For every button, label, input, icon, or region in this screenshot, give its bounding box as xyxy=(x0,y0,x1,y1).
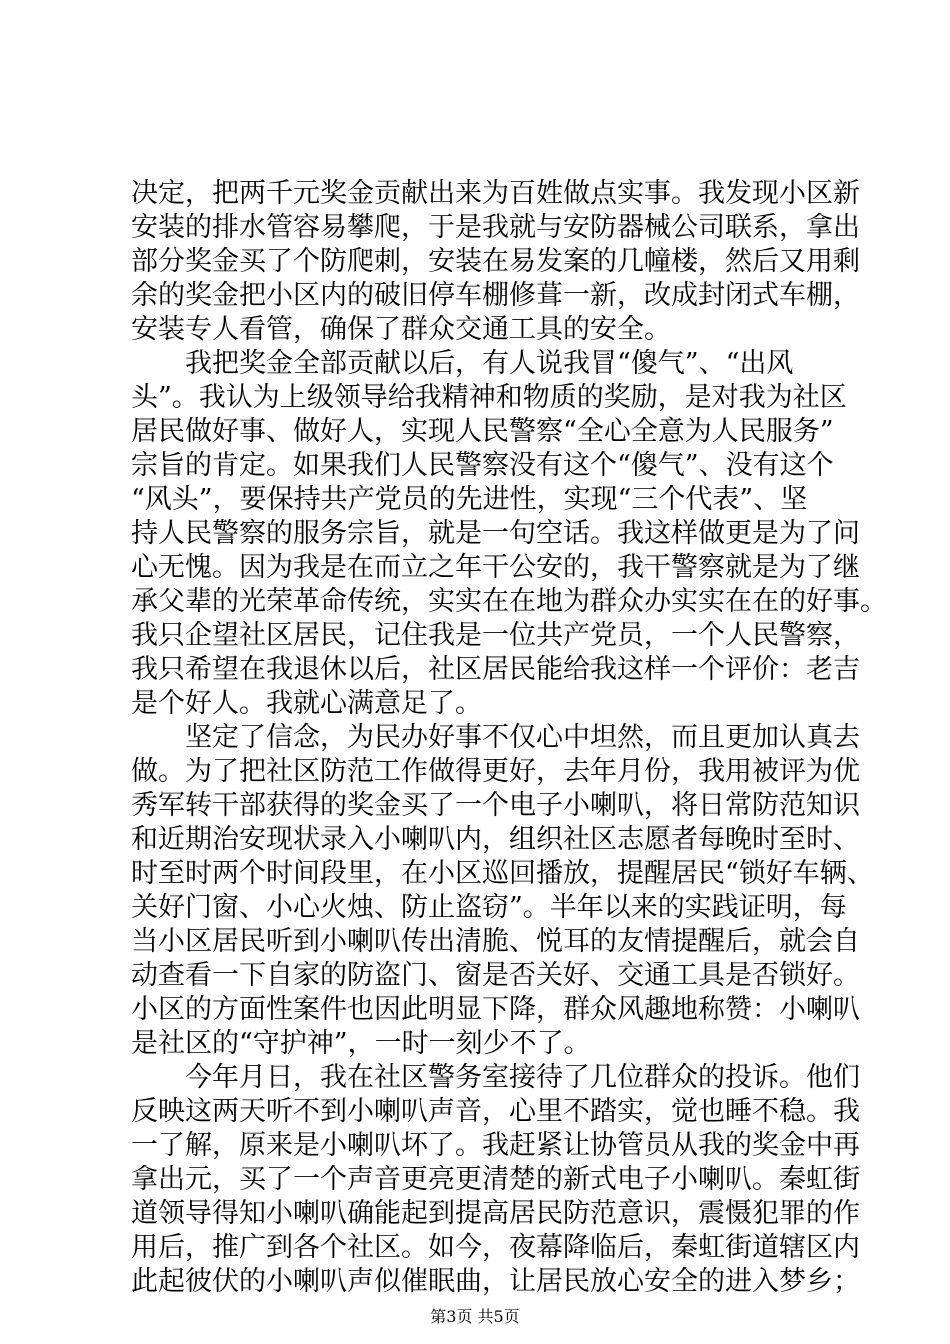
line-text: 用后，推广到各个社区。如今，夜幕降临后，秦虹街道辖区内 xyxy=(131,1232,860,1263)
line-text: 动查看一下自家的防盗门、窗是否关好、交通工具是否锁好。 xyxy=(131,960,860,991)
text-line xyxy=(0,924,950,960)
line-text: 和近期治安现状录入小喇叭内，组织社区志愿者每晚时至时、 xyxy=(131,824,860,855)
text-line xyxy=(0,1060,950,1096)
text-line xyxy=(0,584,950,620)
line-text: 我把奖金全部贡献以后，有人说我冒“傻气”、“出风 xyxy=(185,348,794,379)
text-line xyxy=(0,652,950,688)
text-line xyxy=(0,278,950,314)
line-text: 反映这两天听不到小喇叭声音，心里不踏实，觉也睡不稳。我 xyxy=(131,1096,860,1127)
text-line xyxy=(0,856,950,892)
line-text: 部分奖金买了个防爬刺，安装在易发案的几幢楼，然后又用剩 xyxy=(131,246,860,277)
page-number: 第3页 共5页 xyxy=(430,1307,520,1326)
text-line xyxy=(0,550,950,586)
text-line xyxy=(0,1264,950,1300)
text-line xyxy=(0,482,950,518)
text-line xyxy=(0,1128,950,1164)
page-footer xyxy=(0,1306,950,1328)
line-text: 今年月日，我在社区警务室接待了几位群众的投诉。他们 xyxy=(185,1062,860,1093)
text-line xyxy=(0,720,950,756)
line-text: 坚定了信念，为民办好事不仅心中坦然，而且更加认真去 xyxy=(185,722,860,753)
line-text: 道领导得知小喇叭确能起到提高居民防范意识，震慑犯罪的作 xyxy=(131,1198,860,1229)
line-text: 当小区居民听到小喇叭传出清脆、悦耳的友情提醒后，就会自 xyxy=(131,926,860,957)
text-line xyxy=(0,618,950,654)
text-line xyxy=(0,414,950,450)
line-text: 宗旨的肯定。如果我们人民警察没有这个“傻气”、没有这个 xyxy=(131,450,834,481)
text-line xyxy=(0,380,950,416)
line-text: 余的奖金把小区内的破旧停车棚修葺一新，改成封闭式车棚， xyxy=(131,280,860,311)
text-line xyxy=(0,1230,950,1266)
line-text: 一了解，原来是小喇叭坏了。我赶紧让协管员从我的奖金中再 xyxy=(131,1130,860,1161)
line-text: 小区的方面性案件也因此明显下降，群众风趣地称赞：小喇叭 xyxy=(131,994,860,1025)
text-line xyxy=(0,754,950,790)
line-text: 关好门窗、小心火烛、防止盗窃”。半年以来的实践证明，每 xyxy=(131,892,847,923)
line-text: 心无愧。因为我是在而立之年干公安的，我干警察就是为了继 xyxy=(131,552,860,583)
text-line xyxy=(0,890,950,926)
text-line xyxy=(0,516,950,552)
line-text: 时至时两个时间段里，在小区巡回播放，提醒居民“锁好车辆、 xyxy=(131,858,874,889)
line-text: 持人民警察的服务宗旨，就是一句空话。我这样做更是为了问 xyxy=(131,518,860,549)
text-line xyxy=(0,1094,950,1130)
text-line xyxy=(0,210,950,246)
text-line xyxy=(0,822,950,858)
line-text: 拿出元，买了一个声音更亮更清楚的新式电子小喇叭。秦虹街 xyxy=(131,1164,860,1195)
line-text: 决定，把两千元奖金贡献出来为百姓做点实事。我发现小区新 xyxy=(131,178,860,209)
text-line xyxy=(0,448,950,484)
text-line xyxy=(0,346,950,382)
text-line xyxy=(0,244,950,280)
line-text: 做。为了把社区防范工作做得更好，去年月份，我用被评为优 xyxy=(131,756,860,787)
line-text: 是个好人。我就心满意足了。 xyxy=(131,688,482,719)
line-text: 头”。我认为上级领导给我精神和物质的奖励，是对我为社区 xyxy=(131,382,847,413)
line-text: 安装的排水管容易攀爬，于是我就与安防器械公司联系，拿出 xyxy=(131,212,860,243)
line-text: 秀军转干部获得的奖金买了一个电子小喇叭，将日常防范知识 xyxy=(131,790,860,821)
text-line xyxy=(0,686,950,722)
line-text: 我只希望在我退休以后，社区居民能给我这样一个评价：老吉 xyxy=(131,654,860,685)
line-text: 此起彼伏的小喇叭声似催眠曲，让居民放心安全的进入梦乡； xyxy=(131,1266,860,1297)
text-line xyxy=(0,958,950,994)
line-text: “风头”，要保持共产党员的先进性，实现“三个代表”、坚 xyxy=(131,484,808,515)
line-text: 安装专人看管，确保了群众交通工具的安全。 xyxy=(131,314,671,345)
text-line xyxy=(0,1162,950,1198)
text-line xyxy=(0,312,950,348)
text-line xyxy=(0,1196,950,1232)
line-text: 居民做好事、做好人，实现人民警察“全心全意为人民服务” xyxy=(131,416,834,447)
text-line xyxy=(0,176,950,212)
line-text: 我只企望社区居民，记住我是一位共产党员，一个人民警察， xyxy=(131,620,860,651)
text-line xyxy=(0,992,950,1028)
text-line xyxy=(0,1026,950,1062)
text-line xyxy=(0,788,950,824)
line-text: 承父辈的光荣革命传统，实实在在地为群众办实实在在的好事。 xyxy=(131,586,887,617)
line-text: 是社区的“守护神”，一时一刻少不了。 xyxy=(131,1028,591,1059)
